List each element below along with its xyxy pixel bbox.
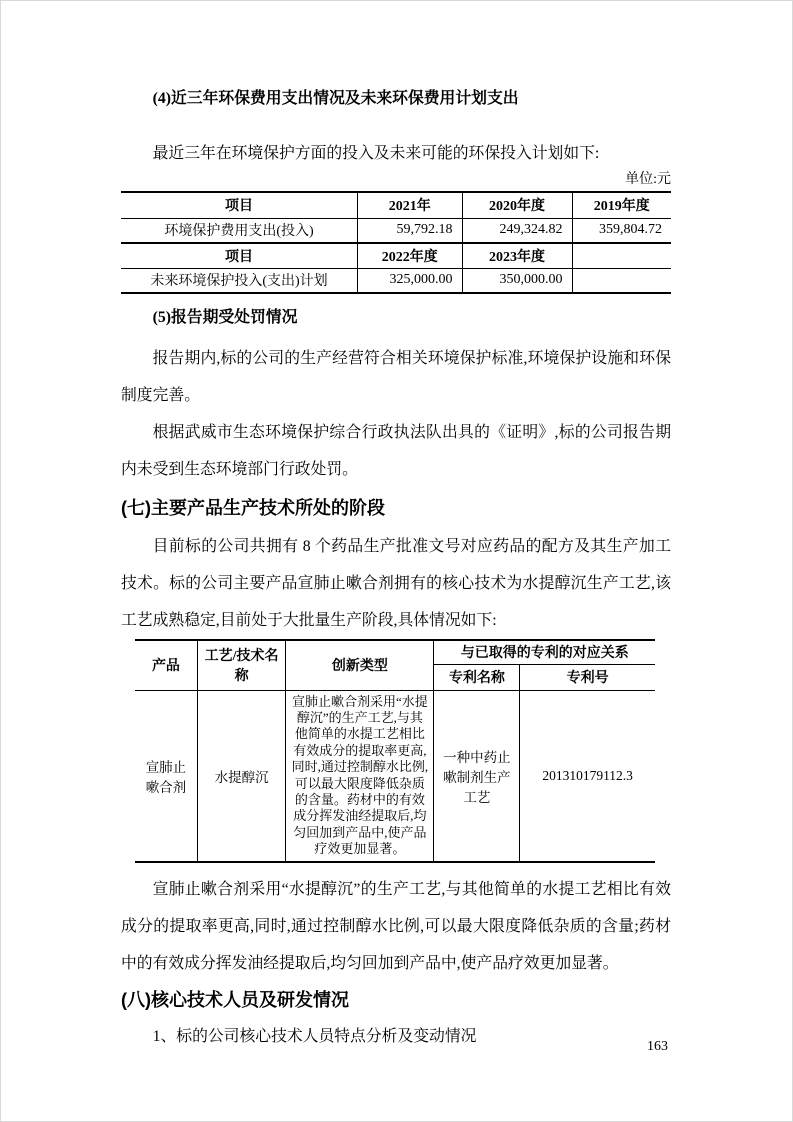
cell-expense-label: 环境保护费用支出(投入) <box>121 218 358 243</box>
unit-label: 单位:元 <box>625 172 671 187</box>
heading-item-5: (5)报告期受处罚情况 <box>152 309 298 326</box>
paragraph-products-overview: 目前标的公司共拥有 8 个药品生产批准文号对应药品的配方及其生产加工技术。标的公司主要产品宣肺止嗽合剂拥有的核心技术为水提醇沉生产工艺,该工艺成熟稳定,目前处于大批量生产阶段,具体情况如下: <box>121 538 671 629</box>
table-row-expense <box>121 218 671 243</box>
col-header-patent-group: 与已取得的专利的对应关系 <box>434 640 655 664</box>
production-technology-table <box>135 639 655 863</box>
heading-item-4: (4)近三年环保费用支出情况及未来环保费用计划支出 <box>152 90 519 107</box>
cell-expense-2020: 249,324.82 <box>462 218 572 243</box>
col-header-blank <box>572 243 671 268</box>
cell-expense-2019: 359,804.72 <box>572 218 671 243</box>
table2-header-row-top <box>135 640 655 664</box>
heading-section-8: (八)核心技术人员及研发情况 <box>121 989 349 1010</box>
page-number: 163 <box>647 1039 668 1054</box>
cell-patent-no: 201310179112.3 <box>520 690 655 862</box>
col-header-innovation: 创新类型 <box>286 640 434 690</box>
col-header-2020: 2020年度 <box>462 192 572 218</box>
cell-innovation: 宣肺止嗽合剂采用“水提醇沉”的生产工艺,与其他简单的水提工艺相比有效成分的提取率更高,同时,通过控制醇水比例,可以最大限度降低杂质的含量。药材中的有效成分挥发油经提取后,均匀回加到产品中,使产品疗效更加显著。 <box>286 690 434 862</box>
col-header-item-future: 项目 <box>121 243 358 268</box>
paragraph-compliance: 报告期内,标的公司的生产经营符合相关环境保护标准,环境保护设施和环保制度完善。 <box>121 350 671 404</box>
col-header-2019: 2019年度 <box>572 192 671 218</box>
col-header-2023: 2023年度 <box>462 243 572 268</box>
cell-patent-name: 一种中药止嗽制剂生产工艺 <box>434 690 520 862</box>
cell-plan-blank <box>572 268 671 293</box>
heading-section-7: (七)主要产品生产技术所处的阶段 <box>121 498 385 518</box>
page-content <box>1 1 792 1048</box>
col-header-patent-name: 专利名称 <box>434 664 520 690</box>
env-expense-table <box>121 191 671 294</box>
table-header-row <box>121 192 671 218</box>
col-header-patent-no: 专利号 <box>520 664 655 690</box>
table-header-row-future <box>121 243 671 268</box>
col-header-2021: 2021年 <box>358 192 463 218</box>
table-row-plan <box>121 268 671 293</box>
cell-product: 宣肺止嗽合剂 <box>135 690 197 862</box>
cell-plan-2023: 350,000.00 <box>462 268 572 293</box>
heading-subitem-1: 1、标的公司核心技术人员特点分析及变动情况 <box>152 1027 477 1045</box>
cell-expense-2021: 59,792.18 <box>358 218 463 243</box>
cell-process: 水提醇沉 <box>197 690 285 862</box>
col-header-process: 工艺/技术名称 <box>197 640 285 690</box>
col-header-2022: 2022年度 <box>358 243 463 268</box>
cell-plan-label: 未来环境保护投入(支出)计划 <box>121 268 358 293</box>
paragraph-env-investment-intro: 最近三年在环境保护方面的投入及未来可能的环保投入计划如下: <box>152 145 600 162</box>
col-header-product: 产品 <box>135 640 197 690</box>
col-header-item: 项目 <box>121 192 358 218</box>
paragraph-technology-summary: 宣肺止嗽合剂采用“水提醇沉”的生产工艺,与其他简单的水提工艺相比有效成分的提取率更高,同时,通过控制醇水比例,可以最大限度降低杂质的含量;药材中的有效成分挥发油经提取后,均匀回加到产品中,使产品疗效更加显著。 <box>121 880 671 972</box>
cell-plan-2022: 325,000.00 <box>358 268 463 293</box>
table2-row-product <box>135 690 655 862</box>
paragraph-certificate: 根据武威市生态环境保护综合行政执法队出具的《证明》,标的公司报告期内未受到生态环境部门行政处罚。 <box>121 424 671 478</box>
